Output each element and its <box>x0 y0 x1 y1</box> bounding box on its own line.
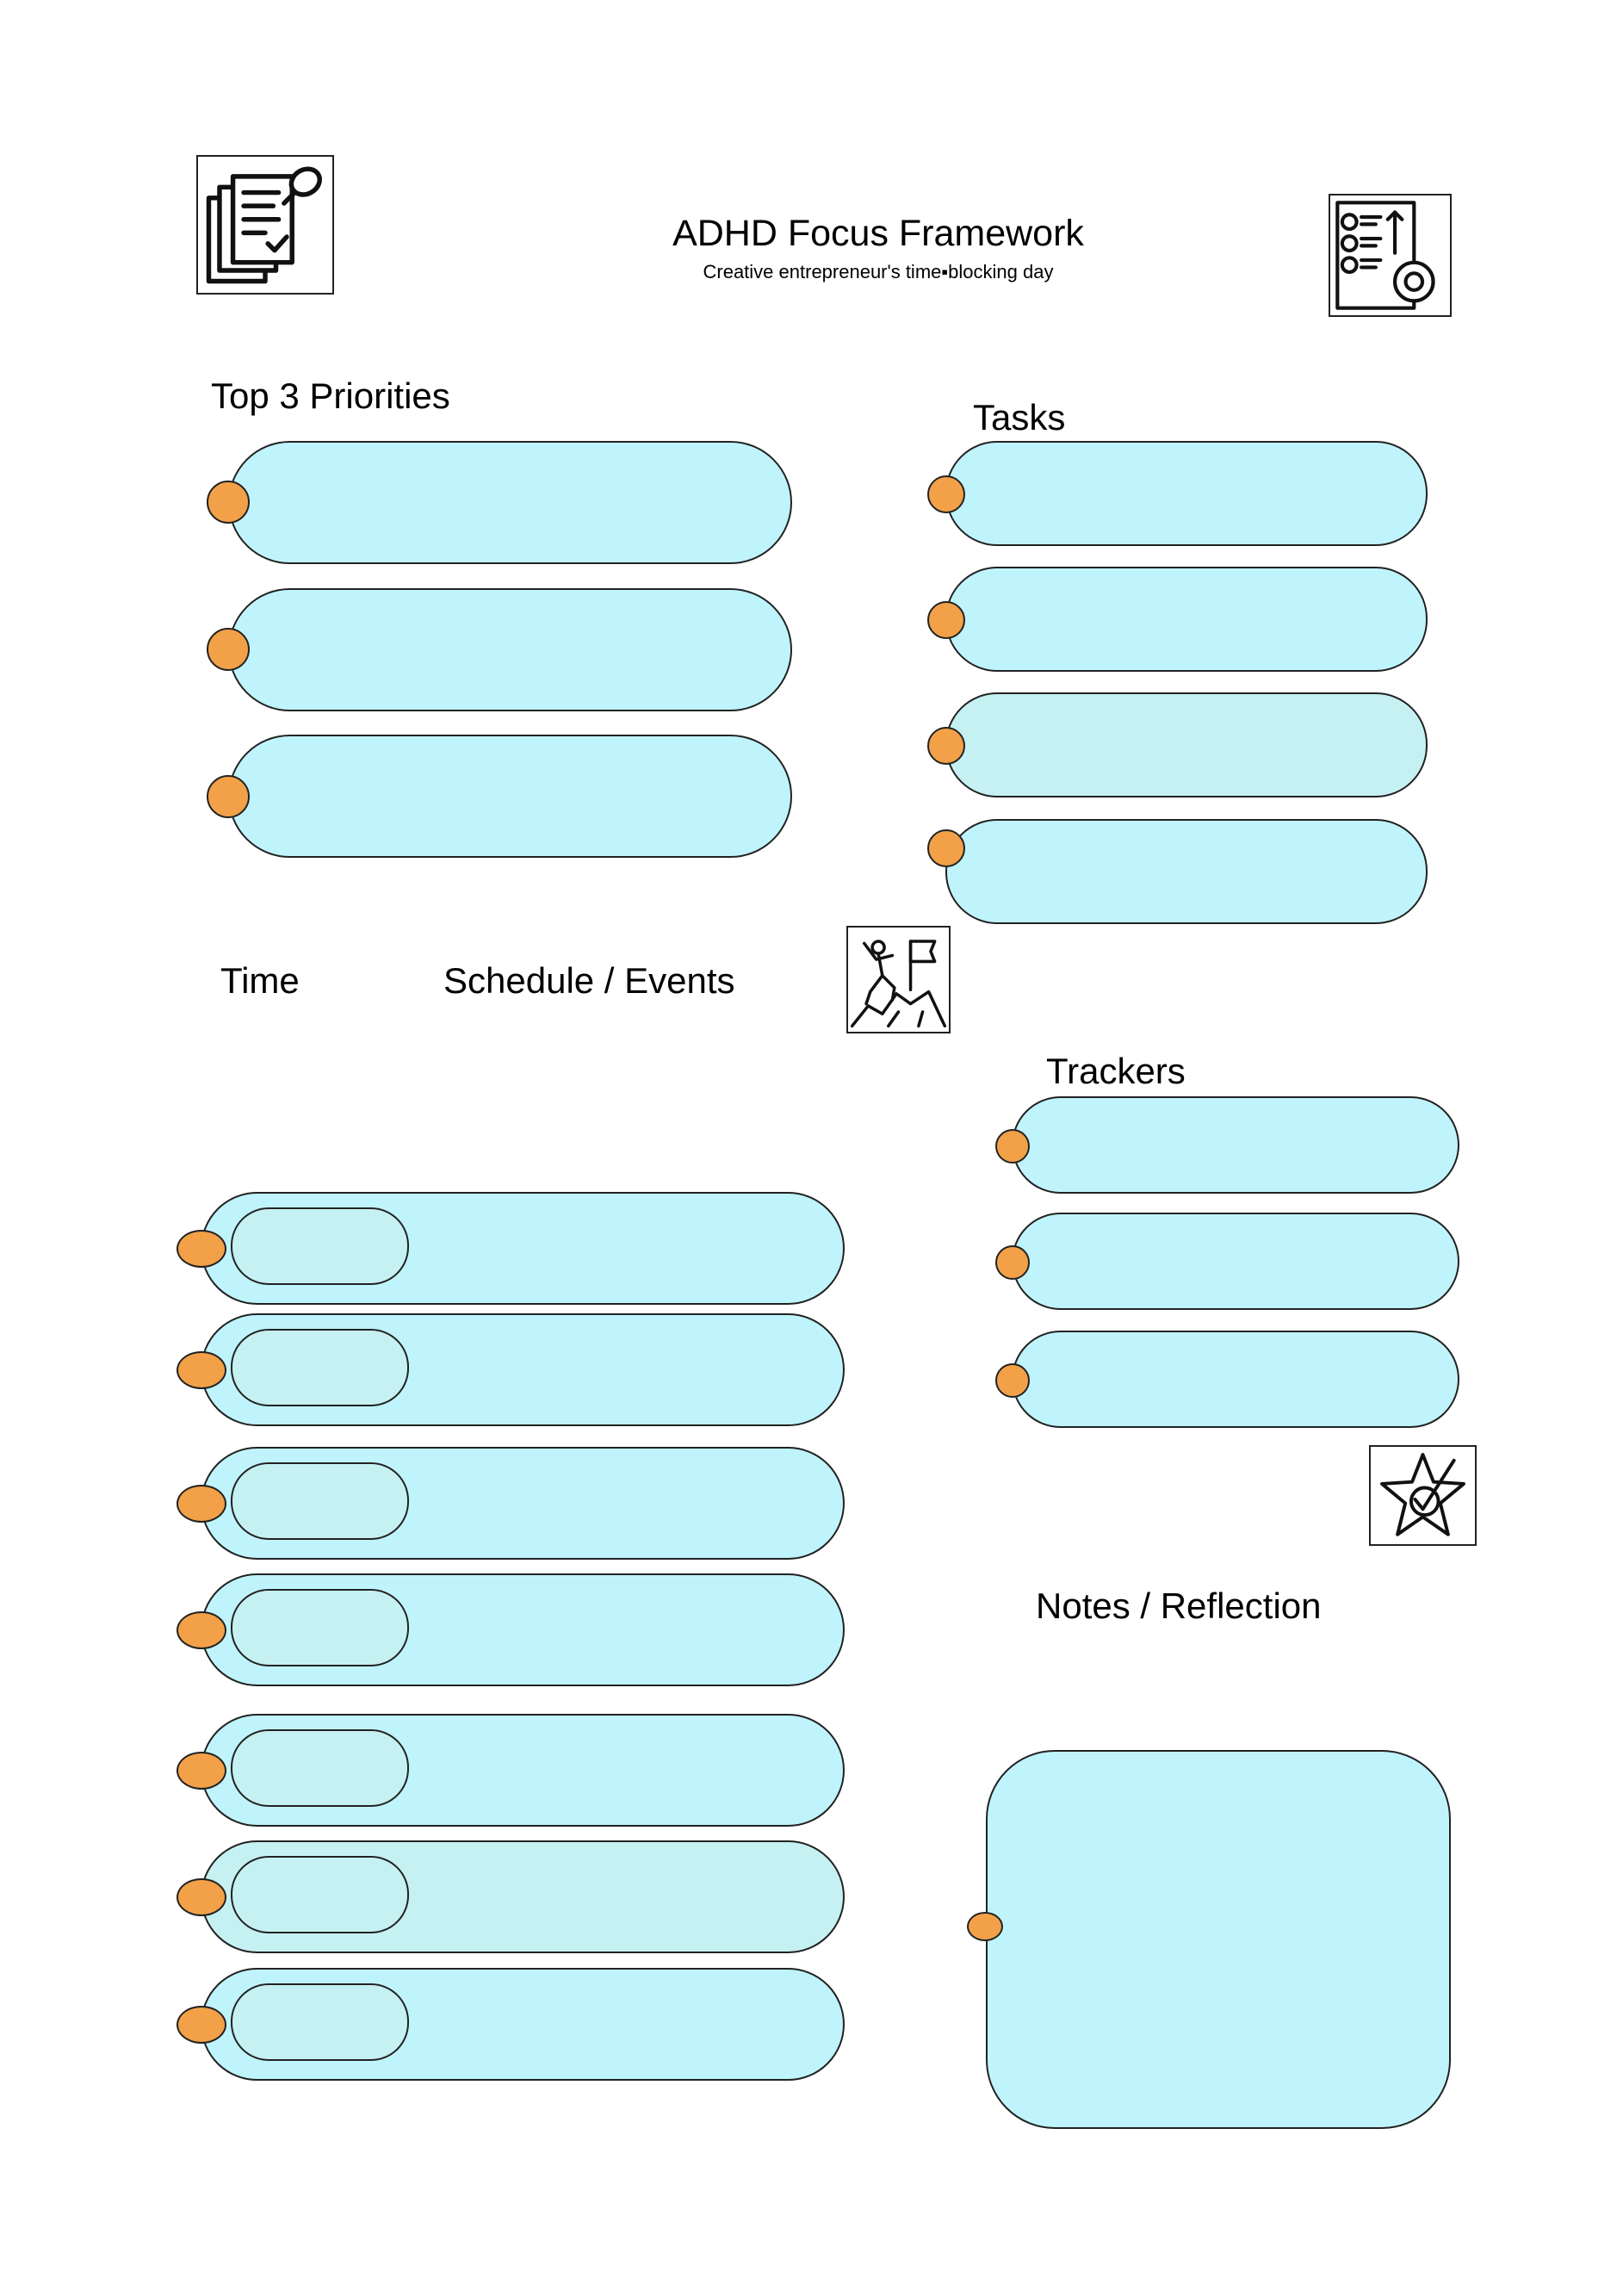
priorities-heading: Top 3 Priorities <box>211 375 450 416</box>
task-field-4[interactable] <box>945 819 1428 924</box>
notes-heading: Notes / Reflection <box>1036 1585 1322 1626</box>
ordered-list-gear-icon <box>1329 194 1452 317</box>
task-field-1[interactable] <box>945 441 1428 546</box>
task-bullet-4 <box>927 829 965 867</box>
tasks-heading: Tasks <box>973 397 1066 437</box>
schedule-bullet-7 <box>177 2006 226 2044</box>
trackers-heading: Trackers <box>1046 1051 1186 1091</box>
tracker-field-2[interactable] <box>1012 1213 1459 1310</box>
task-field-2[interactable] <box>945 567 1428 672</box>
tracker-field-1[interactable] <box>1012 1096 1459 1194</box>
time-field-3[interactable] <box>231 1462 409 1540</box>
time-field-6[interactable] <box>231 1856 409 1933</box>
notes-bullet <box>967 1912 1003 1941</box>
task-field-3[interactable] <box>945 692 1428 797</box>
time-field-5[interactable] <box>231 1729 409 1807</box>
time-field-4[interactable] <box>231 1589 409 1666</box>
priority-bullet-2 <box>207 628 250 671</box>
schedule-bullet-1 <box>177 1230 226 1268</box>
priority-field-3[interactable] <box>228 735 792 858</box>
schedule-heading: Schedule / Events <box>443 960 735 1001</box>
priority-bullet-3 <box>207 775 250 818</box>
task-bullet-3 <box>927 727 965 765</box>
tracker-field-3[interactable] <box>1012 1331 1459 1428</box>
time-field-1[interactable] <box>231 1207 409 1285</box>
priority-field-2[interactable] <box>228 588 792 711</box>
time-field-2[interactable] <box>231 1329 409 1406</box>
tracker-bullet-2 <box>995 1245 1030 1280</box>
task-bullet-2 <box>927 601 965 639</box>
time-heading: Time <box>220 960 300 1001</box>
schedule-bullet-2 <box>177 1351 226 1389</box>
summit-flag-icon <box>846 926 951 1033</box>
schedule-bullet-5 <box>177 1752 226 1790</box>
schedule-bullet-3 <box>177 1485 226 1523</box>
star-check-icon <box>1369 1445 1477 1546</box>
page-title: ADHD Focus Framework <box>672 213 1084 254</box>
tracker-bullet-1 <box>995 1129 1030 1164</box>
priority-bullet-1 <box>207 481 250 524</box>
notes-field[interactable] <box>986 1750 1451 2129</box>
time-field-7[interactable] <box>231 1983 409 2061</box>
schedule-bullet-6 <box>177 1878 226 1916</box>
schedule-bullet-4 <box>177 1611 226 1649</box>
priority-field-1[interactable] <box>228 441 792 564</box>
task-bullet-1 <box>927 475 965 513</box>
tracker-bullet-3 <box>995 1363 1030 1398</box>
page-subtitle: Creative entrepreneur's time▪blocking day <box>703 261 1054 282</box>
